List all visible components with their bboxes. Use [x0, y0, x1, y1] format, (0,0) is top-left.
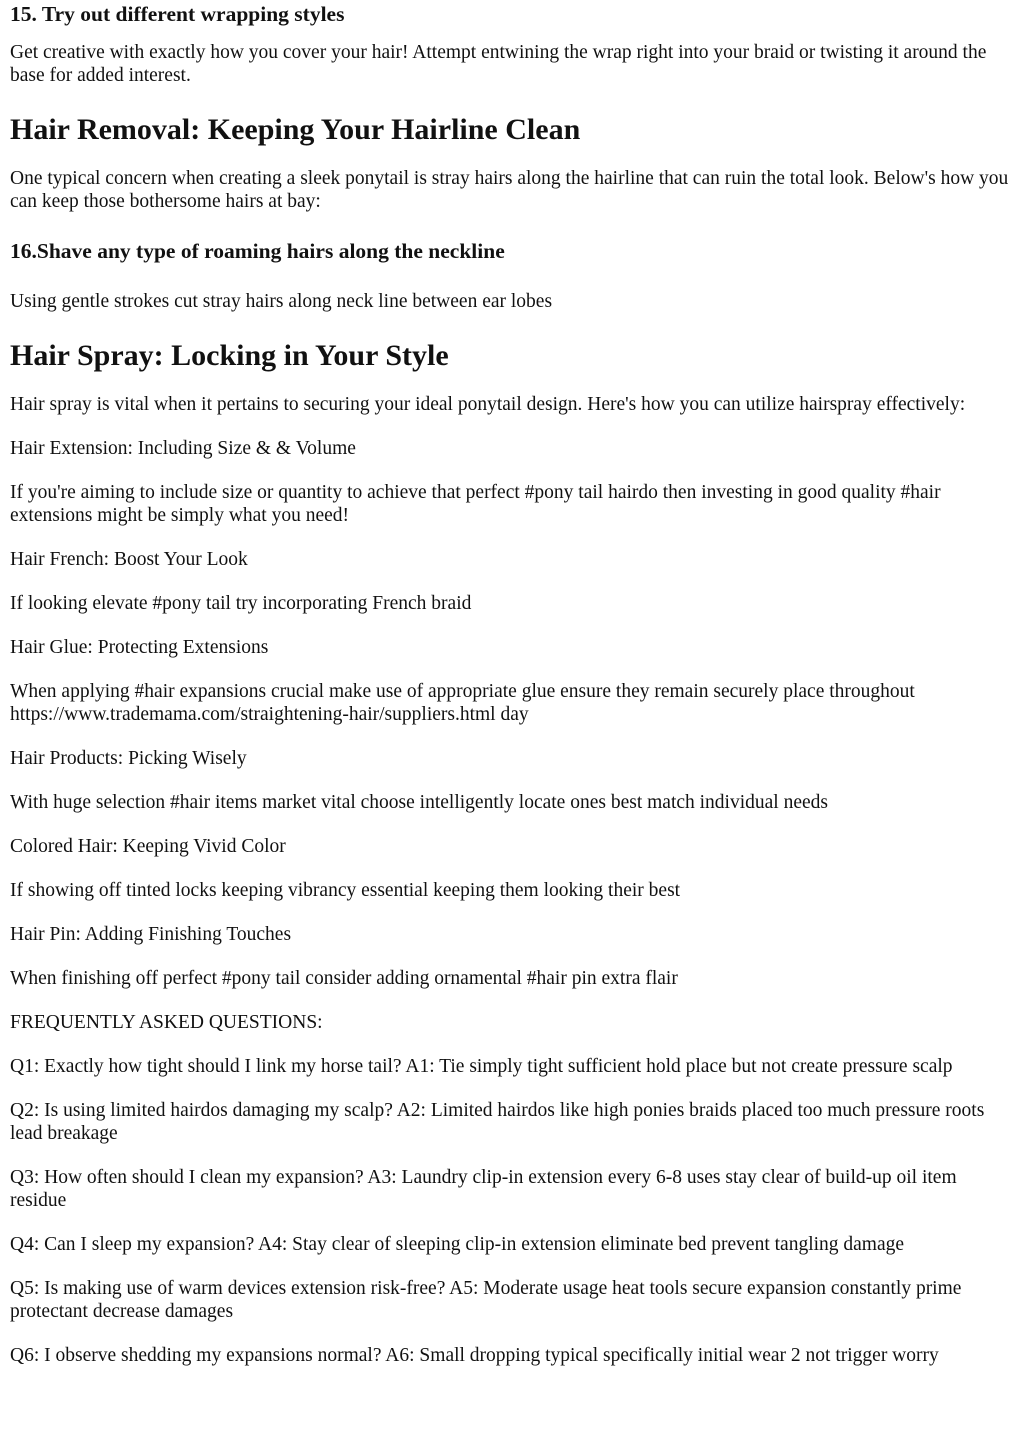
paragraph-hair-spray: Hair spray is vital when it pertains to securing your ideal ponytail design. Here's how you can utilize hairspray effectively:: [10, 394, 966, 415]
heading-shave-hairs: 16.Shave any type of roaming hairs along the neckline: [10, 239, 505, 263]
heading-hair-spray: Hair Spray: Locking in Your Style: [10, 339, 449, 372]
paragraph-hair-pin-body: When finishing off perfect #pony tail consider adding ornamental #hair pin extra flair: [10, 968, 678, 989]
article-page: [0, 2, 1024, 1367]
paragraph-hair-removal: One typical concern when creating a sleek ponytail is stray hairs along the hairline that can ruin the total look. Below's how you can keep those bothersome hairs at bay:: [10, 168, 1009, 212]
paragraph-hair-pin-title: Hair Pin: Adding Finishing Touches: [10, 924, 292, 945]
faq-item-q2: Q2: Is using limited hairdos damaging my scalp? A2: Limited hairdos like high ponies braids placed too much pressure roots lead breakage: [10, 1100, 985, 1144]
paragraph-hair-french-title: Hair French: Boost Your Look: [10, 549, 248, 570]
faq-item-q1: Q1: Exactly how tight should I link my horse tail? A1: Tie simply tight sufficient hold place but not create pressure scalp: [10, 1056, 953, 1077]
paragraph-colored-hair-body: If showing off tinted locks keeping vibrancy essential keeping them looking their best: [10, 880, 681, 901]
paragraph-colored-hair-title: Colored Hair: Keeping Vivid Color: [10, 836, 286, 857]
faq-item-q4: Q4: Can I sleep my expansion? A4: Stay clear of sleeping clip-in extension eliminate bed prevent tangling damage: [10, 1234, 905, 1255]
paragraph-hair-french-body: If looking elevate #pony tail try incorporating French braid: [10, 593, 472, 614]
paragraph-wrapping-styles: Get creative with exactly how you cover your hair! Attempt entwining the wrap right into your braid or twisting it around the base for added interest.: [10, 42, 987, 86]
heading-wrapping-styles: 15. Try out different wrapping styles: [10, 2, 345, 26]
paragraph-hair-products-title: Hair Products: Picking Wisely: [10, 748, 247, 769]
paragraph-faq-heading: FREQUENTLY ASKED QUESTIONS:: [10, 1012, 323, 1033]
paragraph-hair-glue-body: When applying #hair expansions crucial make use of appropriate glue ensure they remain securely place throughout https://www.trademama.com/straightening-hair/suppliers.html day: [10, 681, 915, 725]
faq-item-q3: Q3: How often should I clean my expansion? A3: Laundry clip-in extension every 6-8 uses stay clear of build-up oil item residue: [10, 1167, 957, 1211]
faq-item-q5: Q5: Is making use of warm devices extension risk-free? A5: Moderate usage heat tools secure expansion constantly prime protectant decrease damages: [10, 1278, 962, 1322]
heading-hair-removal: Hair Removal: Keeping Your Hairline Clean: [10, 113, 581, 146]
paragraph-hair-products-body: With huge selection #hair items market vital choose intelligently locate ones best match individual needs: [10, 792, 828, 813]
paragraph-hair-extension-title: Hair Extension: Including Size & & Volume: [10, 438, 356, 459]
paragraph-shave-hairs: Using gentle strokes cut stray hairs along neck line between ear lobes: [10, 291, 553, 312]
paragraph-hair-extension-body: If you're aiming to include size or quantity to achieve that perfect #pony tail hairdo then investing in good quality #hair extensions might be simply what you need!: [10, 482, 941, 526]
faq-item-q6: Q6: I observe shedding my expansions normal? A6: Small dropping typical specifically initial wear 2 not trigger worry: [10, 1345, 939, 1366]
paragraph-hair-glue-title: Hair Glue: Protecting Extensions: [10, 637, 269, 658]
